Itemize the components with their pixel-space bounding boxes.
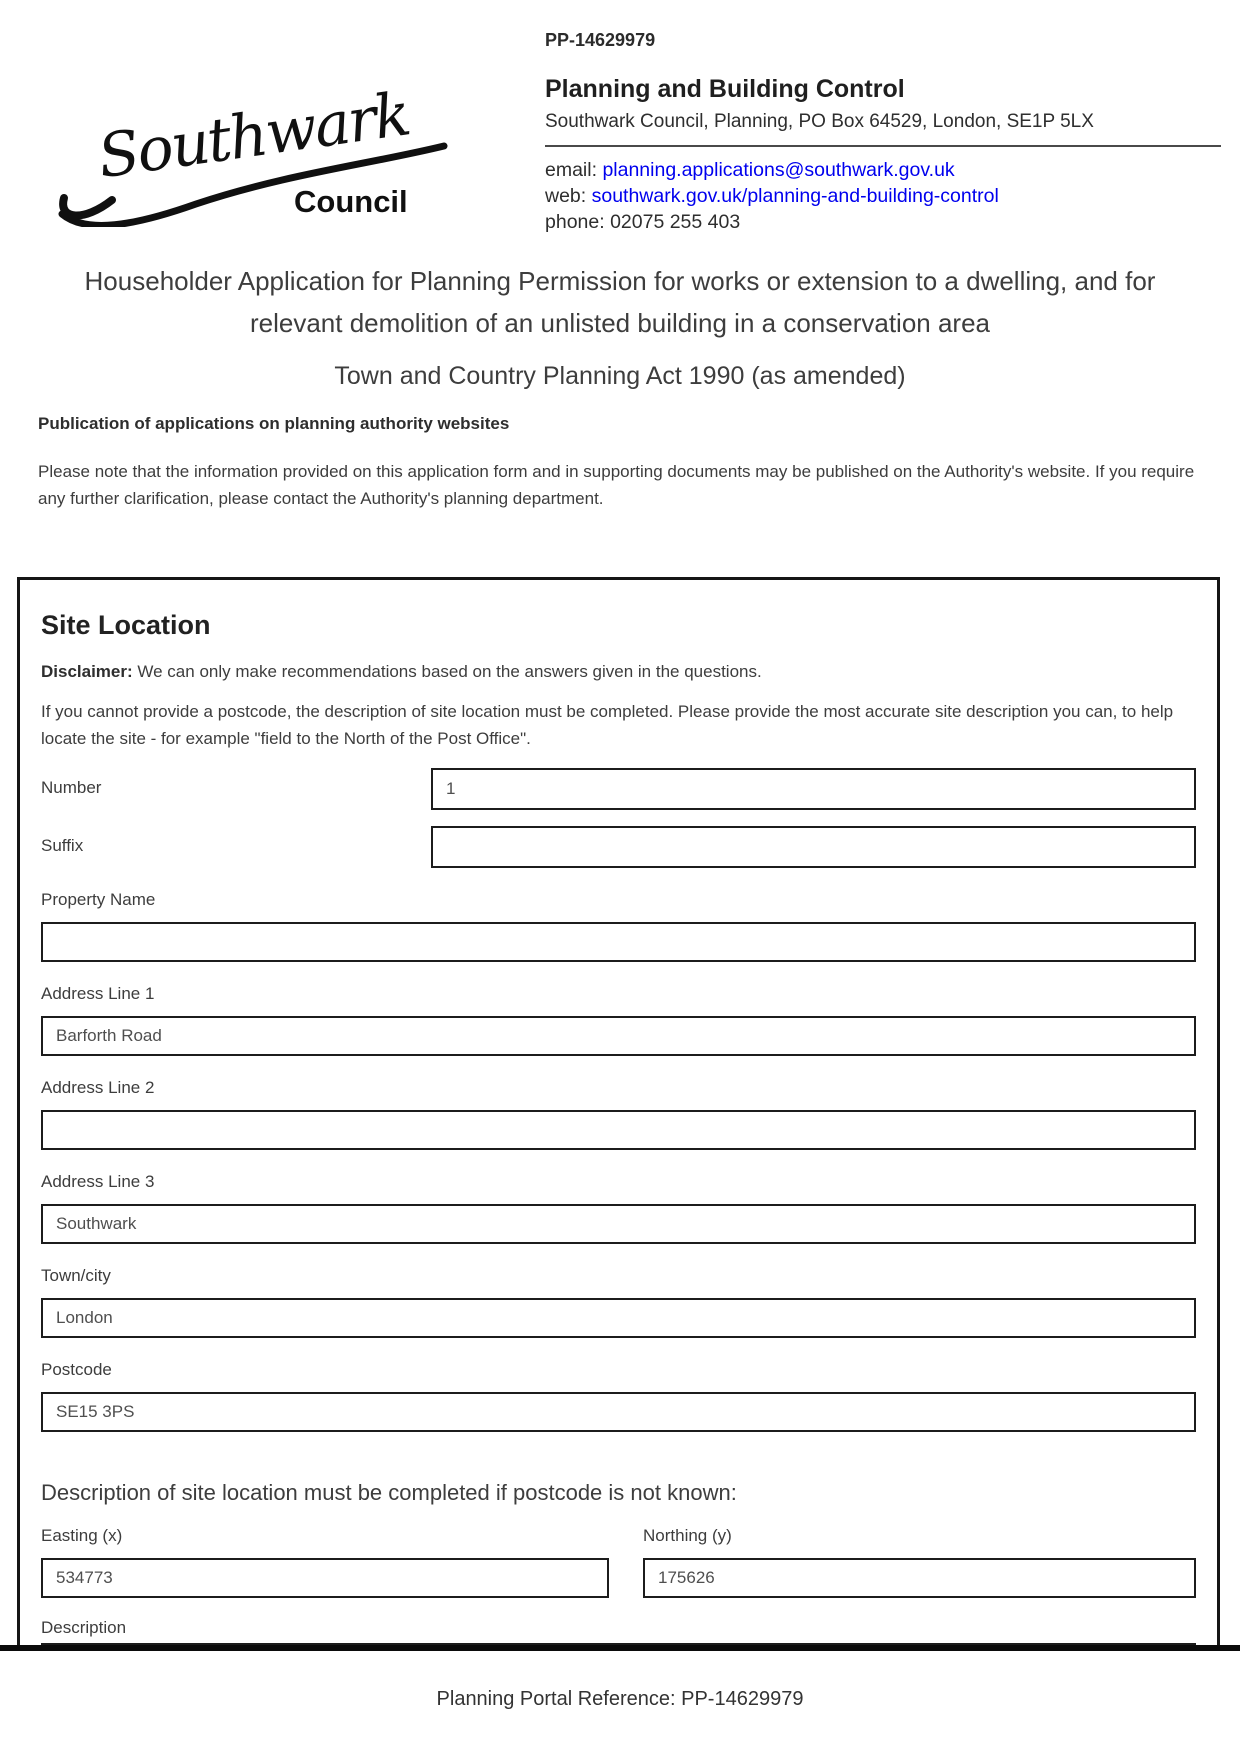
footer-reference: Planning Portal Reference: PP-14629979 (436, 1688, 804, 1710)
phone-label: phone: (545, 211, 611, 233)
address-line-3-input[interactable] (41, 1204, 1196, 1244)
northing-field (643, 1526, 1196, 1598)
town-city-input[interactable] (41, 1298, 1196, 1338)
address-line-2-input[interactable] (41, 1110, 1196, 1150)
header-contact-block (545, 30, 1221, 235)
contact-phone-line (545, 209, 1221, 235)
easting-label: Easting (x) (41, 1526, 123, 1545)
site-location-heading: Site Location (41, 610, 211, 640)
department-title: Planning and Building Control (545, 75, 905, 103)
page-bottom-rule (0, 1645, 1240, 1651)
publication-heading: Publication of applications on planning authority websites (38, 414, 510, 433)
postcode-input[interactable] (41, 1392, 1196, 1432)
number-row (41, 768, 1196, 810)
town-city-field (41, 1266, 1196, 1338)
logo-council-text: Council (294, 184, 408, 219)
address-line-3-label: Address Line 3 (41, 1172, 155, 1191)
contact-web-line (545, 183, 1221, 209)
number-label: Number (41, 778, 102, 797)
description-requirement-heading: Description of site location must be completed if postcode is not known: (41, 1480, 737, 1505)
act-subtitle: Town and Country Planning Act 1990 (as amended) (334, 362, 906, 390)
coordinates-row (41, 1526, 1196, 1598)
town-city-label: Town/city (41, 1266, 111, 1285)
contact-email-line (545, 157, 1221, 183)
postcode-field (41, 1360, 1196, 1432)
publication-note: Please note that the information provided on this application form and in supporting documents may be published on the Authority's website. If you require any further clarification, please contact the Authority's planning department. (38, 462, 1195, 508)
suffix-label: Suffix (41, 836, 84, 855)
address-line-2-field (41, 1078, 1196, 1150)
planning-portal-reference: PP-14629979 (545, 30, 656, 50)
property-name-input[interactable] (41, 922, 1196, 962)
address-line-3-field (41, 1172, 1196, 1244)
easting-field (41, 1526, 609, 1598)
disclaimer-text: We can only make recommendations based on the answers given in the questions. (132, 662, 762, 681)
logo-script-text: Southwark (93, 79, 414, 193)
address-line-1-field (41, 984, 1196, 1056)
property-name-label: Property Name (41, 890, 156, 909)
easting-input[interactable] (41, 1558, 609, 1598)
department-address: Southwark Council, Planning, PO Box 64529, London, SE1P 5LX (545, 111, 1094, 132)
site-location-note: If you cannot provide a postcode, the description of site location must be completed. Please provide the most accurate site description you can, to help locate the site - for example "field to the North of the Post Office". (41, 702, 1174, 748)
description-label: Description (41, 1618, 127, 1637)
address-line-1-label: Address Line 1 (41, 984, 155, 1003)
northing-label: Northing (y) (643, 1526, 732, 1545)
disclaimer-line (41, 661, 1196, 682)
address-line-1-input[interactable] (41, 1016, 1196, 1056)
number-input[interactable] (431, 768, 1196, 810)
suffix-input[interactable] (431, 826, 1196, 868)
postcode-label: Postcode (41, 1360, 112, 1379)
logo-swash-tail (63, 198, 112, 216)
header-divider (545, 145, 1221, 147)
form-title (50, 260, 1190, 344)
disclaimer-label: Disclaimer: (41, 662, 133, 681)
suffix-row (41, 826, 1196, 868)
form-title-line-2: relevant demolition of an unlisted building in a conservation area (249, 308, 991, 338)
email-label: email: (545, 159, 603, 181)
southwark-council-logo (48, 52, 458, 227)
form-title-line-1: Householder Application for Planning Permission for works or extension to a dwelling, and for (84, 266, 1156, 296)
web-link[interactable]: southwark.gov.uk/planning-and-building-control (591, 185, 999, 207)
address-line-2-label: Address Line 2 (41, 1078, 155, 1097)
property-name-field (41, 890, 1196, 962)
site-location-section (17, 577, 1220, 1645)
description-field (41, 1618, 1196, 1645)
phone-number: 02075 255 403 (610, 211, 741, 233)
southwark-logo-graphic (48, 52, 458, 227)
northing-input[interactable] (643, 1558, 1196, 1598)
email-link[interactable]: planning.applications@southwark.gov.uk (602, 159, 955, 181)
web-label: web: (545, 185, 592, 207)
